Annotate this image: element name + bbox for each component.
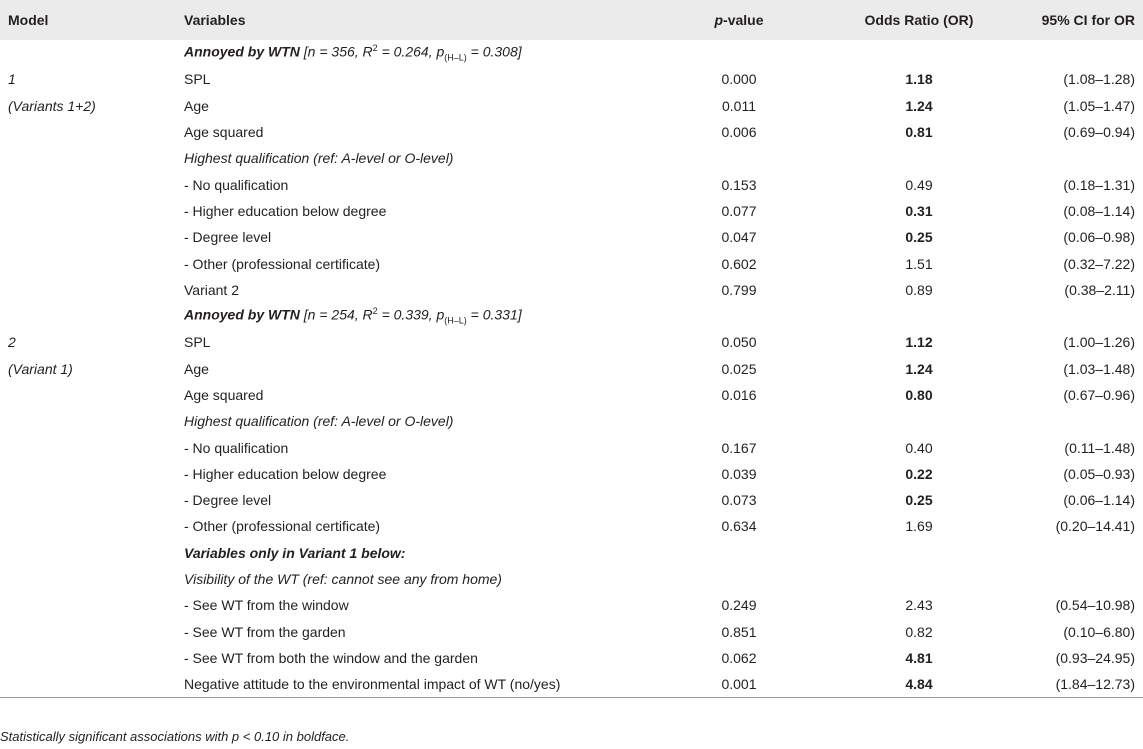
variable-cell: - No qualification	[184, 439, 289, 456]
odds-ratio-cell: 1.24	[905, 97, 933, 114]
variable-cell: - See WT from both the window and the garden	[184, 649, 478, 666]
table-body	[0, 40, 1143, 698]
p-value-cell: 0.167	[721, 439, 757, 456]
p-value-cell: 0.006	[721, 124, 757, 141]
variable-cell: Age squared	[184, 124, 264, 141]
odds-ratio-cell: 0.82	[905, 623, 933, 640]
p-value-cell: 0.602	[721, 255, 757, 272]
table-row	[0, 171, 1143, 197]
ci-cell: (0.20–14.41)	[1055, 518, 1135, 535]
p-value-cell: 0.062	[721, 649, 757, 666]
table-row	[0, 566, 1143, 592]
variable-cell: Age	[184, 360, 209, 377]
table-row	[0, 671, 1143, 698]
group-title: Annoyed by WTN [n = 254, $R^2 = 0.339$, $p_{(H-L)} = 0.331$]	[184, 306, 522, 326]
ci-cell: (0.69–0.94)	[1063, 124, 1135, 141]
group-title-row	[0, 40, 1143, 66]
variable-cell: Age	[184, 97, 209, 114]
variable-cell: - No qualification	[184, 176, 289, 193]
header-ci: 95% CI for OR	[1041, 12, 1135, 28]
p-value-cell: 0.851	[721, 623, 757, 640]
table-row	[0, 250, 1143, 276]
header-odds-ratio: Odds Ratio (OR)	[864, 12, 974, 28]
p-value-cell: 0.000	[721, 71, 757, 88]
ci-cell: (1.00–1.26)	[1063, 334, 1135, 351]
table-row	[0, 329, 1143, 355]
p-value-cell: 0.077	[721, 202, 757, 219]
table-row	[0, 487, 1143, 513]
p-value-cell: 0.153	[721, 176, 757, 193]
p-value-cell: 0.073	[721, 492, 757, 509]
variable-cell: - Degree level	[184, 229, 272, 246]
odds-ratio-cell: 1.12	[905, 334, 933, 351]
odds-ratio-cell: 0.89	[905, 281, 933, 298]
p-value-cell: 0.016	[721, 387, 757, 403]
odds-ratio-cell: 0.49	[905, 176, 933, 193]
p-value-cell: 0.039	[721, 465, 757, 482]
ci-cell: (1.08–1.28)	[1063, 71, 1135, 88]
table-row	[0, 513, 1143, 539]
table-row	[0, 461, 1143, 487]
odds-ratio-cell: 4.84	[832, 671, 1006, 698]
odds-ratio-cell: 1.51	[905, 255, 933, 272]
variable-cell: - Higher education below degree	[184, 202, 387, 219]
odds-ratio-cell: 0.25	[905, 492, 933, 509]
table-row	[0, 382, 1143, 408]
group-title-row	[0, 303, 1143, 329]
table-header-row	[0, 0, 1143, 40]
p-value-cell: 0.047	[721, 229, 757, 246]
variable-cell: - Higher education below degree	[184, 465, 387, 482]
ci-cell: (0.10–6.80)	[1063, 623, 1135, 640]
ci-cell: (1.84–12.73)	[1006, 671, 1143, 698]
ci-cell: (0.67–0.96)	[1063, 387, 1135, 403]
table-row	[0, 198, 1143, 224]
model-label: (Variant 1)	[8, 360, 73, 377]
table-row	[0, 145, 1143, 171]
p-value-cell: 0.249	[721, 597, 757, 614]
variable-cell: SPL	[184, 334, 211, 351]
ci-cell: (0.11–1.48)	[1064, 439, 1135, 456]
table-footnote: Statistically significant associations with p < 0.10 in boldface.	[0, 729, 350, 744]
table-row	[0, 224, 1143, 250]
odds-ratio-cell: 4.81	[905, 649, 933, 666]
group-title: Annoyed by WTN [n = 356, $R^2 = 0.264$, $p_{(H-L)} = 0.308$]	[184, 43, 522, 63]
table-row	[0, 66, 1143, 92]
ci-cell: (1.03–1.48)	[1063, 360, 1135, 377]
odds-ratio-cell: 0.31	[905, 202, 933, 219]
ci-cell: (0.32–7.22)	[1063, 255, 1135, 272]
table-row	[0, 93, 1143, 119]
variable-cell: - Degree level	[184, 492, 272, 509]
odds-ratio-cell: 2.43	[905, 597, 933, 614]
model-number: 1	[8, 71, 16, 88]
odds-ratio-cell: 1.69	[905, 518, 933, 535]
p-value-cell: 0.634	[721, 518, 757, 535]
table-row	[0, 119, 1143, 145]
odds-ratio-cell: 1.18	[905, 71, 933, 88]
odds-ratio-cell: 0.25	[905, 229, 933, 246]
p-value-cell: 0.011	[722, 97, 756, 114]
header-p-letter: p	[714, 12, 724, 28]
ci-cell: (0.93–24.95)	[1055, 649, 1135, 666]
subheading-cell: Highest qualification (ref: A-level or O-level)	[184, 150, 454, 167]
variable-cell: - See WT from the garden	[184, 623, 346, 640]
group-title-bold: Annoyed by WTN	[184, 307, 300, 324]
odds-ratio-cell: 0.40	[905, 439, 933, 456]
ci-cell: (0.05–0.93)	[1063, 465, 1135, 482]
variable-cell: - See WT from the window	[184, 597, 349, 614]
header-model: Model	[8, 12, 49, 28]
table-row	[0, 356, 1143, 382]
model-label: (Variants 1+2)	[8, 97, 96, 114]
table-row	[0, 408, 1143, 434]
header-p-suffix: -value	[723, 12, 764, 28]
table-row	[0, 592, 1143, 618]
variable-cell: - Other (professional certificate)	[184, 518, 381, 535]
ci-cell: (0.06–0.98)	[1063, 229, 1135, 246]
ci-cell: (0.18–1.31)	[1063, 176, 1135, 193]
odds-ratio-cell: 0.22	[905, 465, 933, 482]
ci-cell: (0.06–1.14)	[1063, 492, 1135, 509]
group-title-bold: Annoyed by WTN	[184, 44, 300, 61]
table-row	[0, 619, 1143, 645]
p-value-cell: 0.025	[721, 360, 757, 377]
ci-cell: (0.08–1.14)	[1063, 202, 1135, 219]
variable-cell: Age squared	[184, 387, 264, 403]
odds-ratio-cell: 0.81	[905, 124, 933, 141]
header-variables: Variables	[184, 12, 246, 28]
header-p-value	[646, 0, 832, 40]
table-row	[0, 540, 1143, 566]
variable-cell: - Other (professional certificate)	[184, 255, 381, 272]
table-row	[0, 645, 1143, 671]
variable-cell: Variant 2	[184, 281, 239, 298]
odds-ratio-cell: 0.80	[905, 387, 933, 403]
table-row	[0, 434, 1143, 460]
subheading-cell: Highest qualification (ref: A-level or O-level)	[184, 413, 454, 430]
p-value-cell: 0.799	[721, 281, 757, 298]
variable-cell: SPL	[184, 71, 211, 88]
subheading-cell: Visibility of the WT (ref: cannot see any from home)	[184, 571, 502, 588]
ci-cell: (0.54–10.98)	[1055, 597, 1135, 614]
p-value-cell: 0.001	[646, 671, 832, 698]
odds-ratio-cell: 1.24	[905, 360, 933, 377]
p-value-cell: 0.050	[721, 334, 757, 351]
subheading-bold-cell: Variables only in Variant 1 below:	[184, 544, 406, 561]
variable-cell: Negative attitude to the environmental impact of WT (no/yes)	[176, 671, 646, 698]
table-row	[0, 277, 1143, 303]
ci-cell: (0.38–2.11)	[1064, 281, 1135, 298]
model-number: 2	[8, 334, 16, 351]
ci-cell: (1.05–1.47)	[1063, 97, 1135, 114]
